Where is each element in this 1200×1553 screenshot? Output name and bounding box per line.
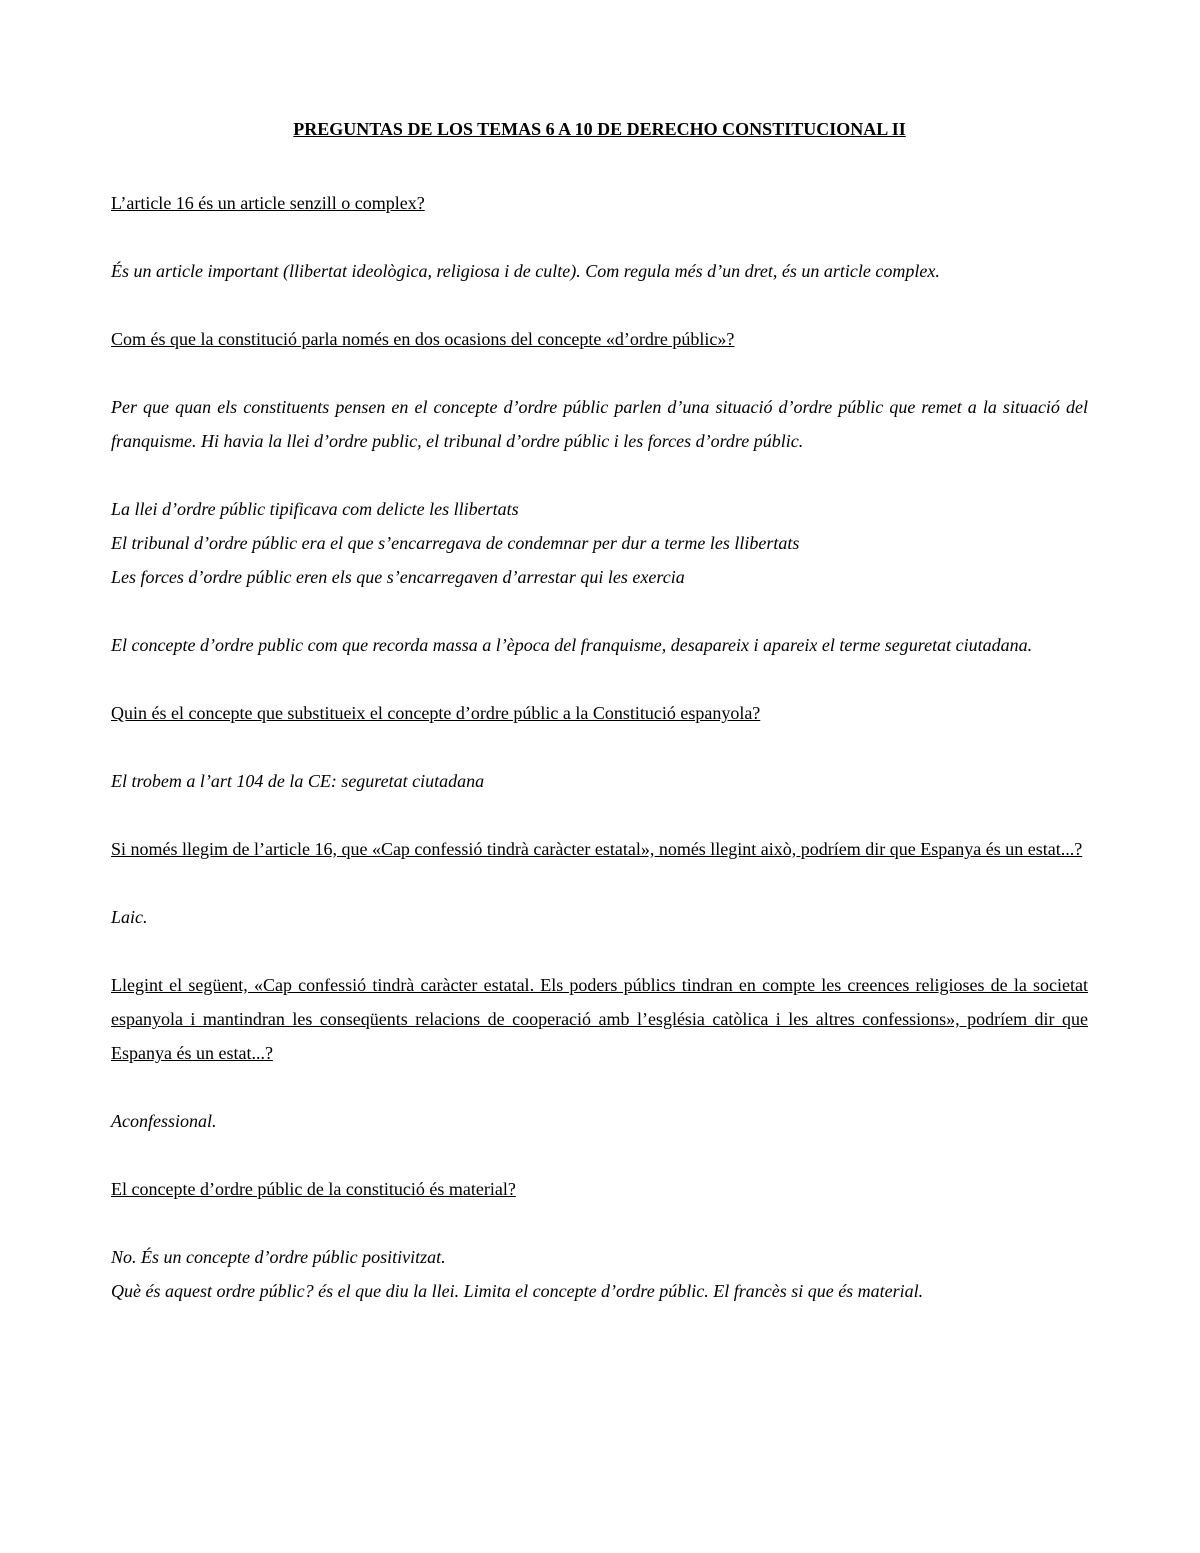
answer-2-line: La llei d’ordre públic tipificava com delicte les llibertats (111, 499, 519, 519)
question-5: Llegint el següent, «Cap confessió tindrà caràcter estatal. Els poders públics tindran en compte les creences religioses de la societat espanyola i mantindran les conseqüents relacions de cooperació amb l’església catòlica i les altres confessions», podríem dir que Espanya és un estat...? (111, 975, 1088, 1063)
document-title: PREGUNTAS DE LOS TEMAS 6 A 10 DE DERECHO CONSTITUCIONAL II (293, 119, 906, 139)
answer-2: Per que quan els constituents pensen en el concepte d’ordre públic parlen d’una situació d’ordre públic que remet a la situació del franquisme. Hi havia la llei d’ordre public, el tribunal d’ordre públic i les forces d’ordre públic. (111, 397, 1088, 451)
answer-2-line: El tribunal d’ordre públic era el que s’encarregava de condemnar per dur a terme les llibertats (111, 533, 800, 553)
question-2: Com és que la constitució parla només en dos ocasions del concepte «d’ordre públic»? (111, 329, 735, 349)
answer-6-line: No. És un concepte d’ordre públic positivitzat. (111, 1247, 446, 1267)
question-6: El concepte d’ordre públic de la constitució és material? (111, 1179, 516, 1199)
answer-6-line: Què és aquest ordre públic? és el que diu la llei. Limita el concepte d’ordre públic. El francès si que és material. (111, 1281, 924, 1301)
document-page (111, 116, 1088, 1308)
answer-6-list (111, 1240, 1088, 1308)
answer-4: Laic. (111, 907, 148, 927)
question-3: Quin és el concepte que substitueix el concepte d’ordre públic a la Constitució espanyola? (111, 703, 761, 723)
answer-2-line: Les forces d’ordre públic eren els que s’encarregaven d’arrestar qui les exercia (111, 567, 685, 587)
answer-3: El trobem a l’art 104 de la CE: seguretat ciutadana (111, 771, 485, 791)
question-4: Si només llegim de l’article 16, que «Cap confessió tindrà caràcter estatal», només llegint això, podríem dir que Espanya és un estat...? (111, 839, 1083, 859)
answer-2-closing: El concepte d’ordre public com que recorda massa a l’època del franquisme, desapareix i apareix el terme seguretat ciutadana. (111, 635, 1033, 655)
answer-1: És un article important (llibertat ideològica, religiosa i de culte). Com regula més d’un dret, és un article complex. (111, 261, 940, 281)
answer-2-list (111, 492, 1088, 594)
question-1: L’article 16 és un article senzill o complex? (111, 193, 425, 213)
answer-5: Aconfessional. (111, 1111, 217, 1131)
